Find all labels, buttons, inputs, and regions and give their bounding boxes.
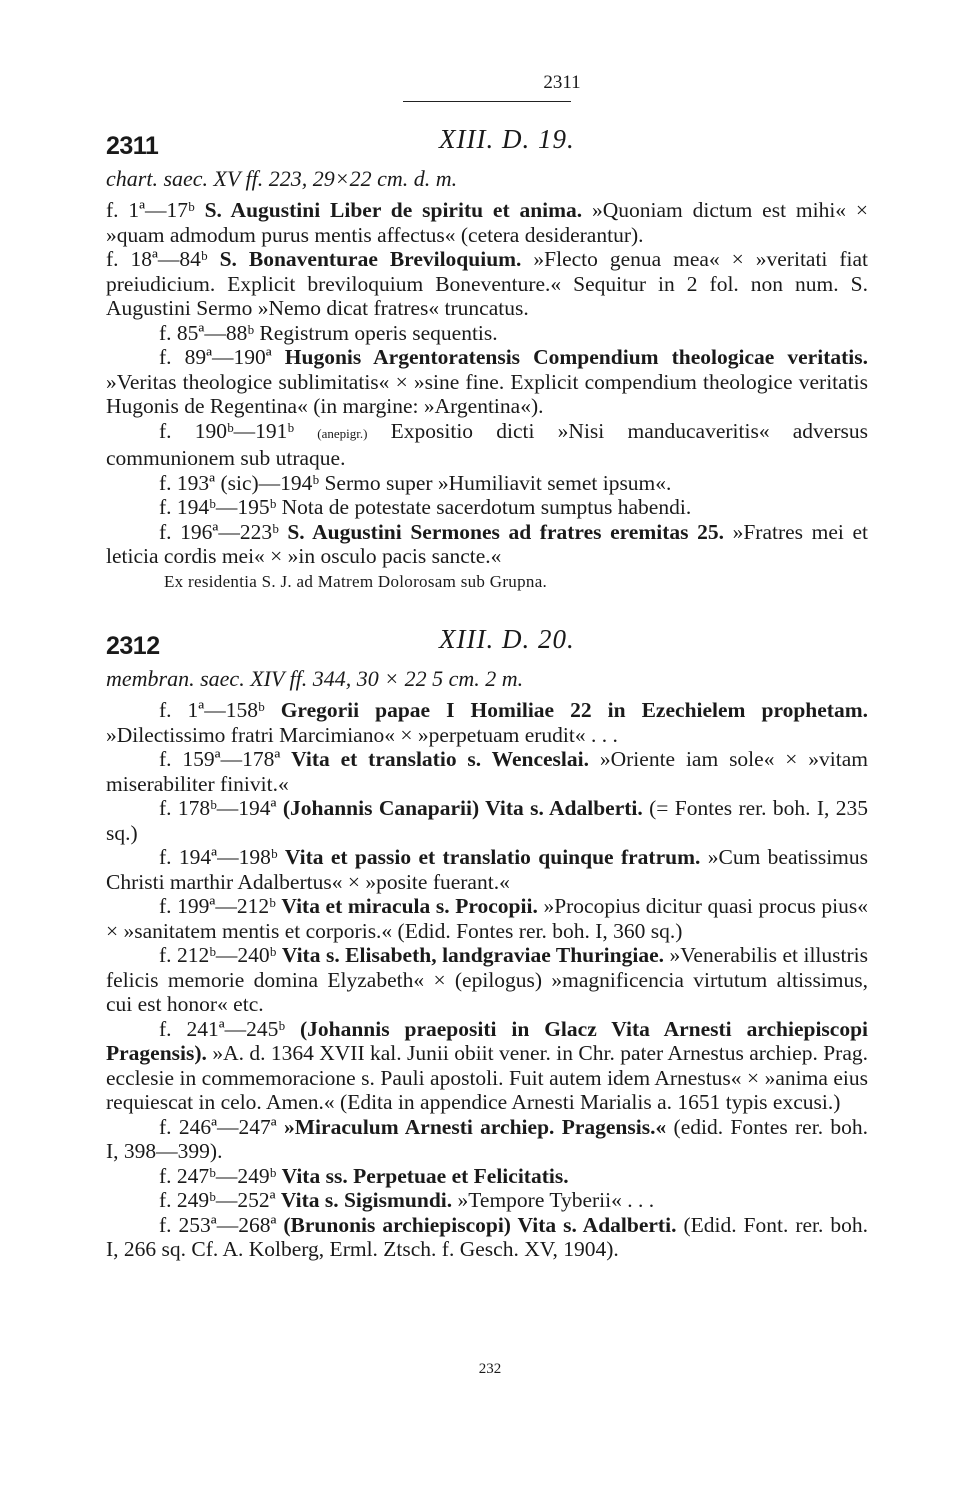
running-head: 2311 (543, 72, 581, 93)
content-item: f. 89ª—190ª Hugonis Argentoratensis Compendium theologicae veritatis. »Veritas theologice sublimitatis« × »sine fine. Explicit compendium theologice veritatis Hugonis de Regentina« (in margine: »Argentina«). (106, 345, 868, 418)
catalogue-entry-2311 (106, 124, 868, 594)
content-item: f. 241ª—245ᵇ (Johannis praepositi in Glacz Vita Arnesti archiepiscopi Pragensis). »A. d. 1364 XVII kal. Junii obiit vener. in Chr. pater Arnestus archiep. Prag. ecclesie in commemoracione s. Pauli apostoli. Fuit autem idem Arnestus« × »anima eius requiescat in celo. Amen.« (Edita in appendice Arnesti Marialis a. 1651 typis excusi.) (106, 1016, 869, 1114)
catalogue-entry-2312 (106, 624, 868, 1262)
shelfmark: XIII. D. 20. (439, 624, 575, 654)
content-item: f. 249ᵇ—252ª Vita s. Sigismundi. »Tempore Tyberii« . . . (159, 1188, 655, 1212)
catalogue-page (106, 72, 868, 1262)
codex-description: membran. saec. XIV ff. 344, 30 × 22 5 cm. 2 m. (106, 666, 524, 691)
content-item: f. 85ª—88ᵇ Registrum operis sequentis. (159, 320, 498, 345)
content-item: f. 1ª—17ᵇ S. Augustini Liber de spiritu et anima. »Quoniam dictum est mihi« × »quam admodum purus mentis affectus« (cetera desiderantur). (106, 198, 869, 247)
shelfmark: XIII. D. 19. (439, 124, 575, 154)
provenance-note: Ex residentia S. J. ad Matrem Dolorosam sub Grupna. (164, 571, 548, 591)
page-number: 232 (478, 1361, 502, 1377)
content-item: f. 247ᵇ—249ᵇ Vita ss. Perpetuae et Felicitatis. (159, 1163, 569, 1188)
content-item: f. 1ª—158ᵇ Gregorii papae I Homiliae 22 in Ezechielem prophetam. »Dilectissimo fratri Marcimiano« × »perpetuam erudit« . . . (106, 698, 868, 747)
content-item: f. 194ᵇ—195ᵇ Nota de potestate sacerdotum sumptus habendi. (159, 495, 692, 519)
entry-heading (106, 624, 868, 664)
content-item: f. 196ª—223ᵇ S. Augustini Sermones ad fratres eremitas 25. »Fratres mei et leticia cordis mei« × »in osculo pacis sancte.« (106, 519, 869, 568)
running-head-rule (403, 101, 571, 102)
content-item: f. 193ª (sic)—194ᵇ Sermo super »Humiliavit semet ipsum«. (159, 470, 672, 495)
content-item: f. 194ª—198ᵇ Vita et passio et translatio quinque fratrum. »Cum beatissimus Christi marthir Adalbertus« × »posite fuerant.« (106, 845, 869, 894)
content-item: f. 246ª—247ª »Miraculum Arnesti archiep. Pragensis.« (edid. Fontes rer. boh. I, 398—399). (106, 1114, 869, 1163)
content-item: f. 18ª—84ᵇ S. Bonaventurae Breviloquium. »Flecto genua mea« × »veritati fiat preiudicium. Explicit breviloquium Boneventure.« Sequitur in 2 fol. non num. S. Augustini Sermo »Nemo dicat fratres« truncatus. (106, 247, 869, 320)
content-item: f. 178ᵇ—194ª (Johannis Canaparii) Vita s. Adalberti. (= Fontes rer. boh. I, 235 sq.) (106, 796, 869, 845)
content-item: f. 190ᵇ—191ᵇ (anepigr.) Expositio dicti »Nisi manducaveritis« adversus communionem sub utraque. (106, 418, 868, 470)
content-item: f. 253ª—268ª (Brunonis archiepiscopi) Vita s. Adalberti. (Edid. Font. rer. boh. I, 266 sq. Cf. A. Kolberg, Erml. Ztsch. f. Gesch. XV, 1904). (106, 1212, 869, 1261)
content-item: f. 159ª—178ª Vita et translatio s. Wenceslai. »Oriente iam sole« × »vitam miserabiliter finivit.« (106, 747, 869, 796)
entry-number: 2311 (106, 132, 159, 160)
codex-description: chart. saec. XV ff. 223, 29×22 cm. d. m. (106, 166, 458, 191)
entry-number: 2312 (106, 632, 160, 660)
entry-heading (106, 124, 868, 164)
content-item: f. 199ª—212ᵇ Vita et miracula s. Procopii. »Procopius dicitur quasi procus pius« × »sanitatem mentis et corporis.« (Edid. Fontes rer. boh. I, 360 sq.) (106, 894, 869, 943)
content-item: f. 212ᵇ—240ᵇ Vita s. Elisabeth, landgraviae Thuringiae. »Venerabilis et illustris felicis memorie domina Elyzabeth« × (epilogus) »magnificencia virtutum altissimus, cui est honor« etc. (106, 943, 869, 1016)
